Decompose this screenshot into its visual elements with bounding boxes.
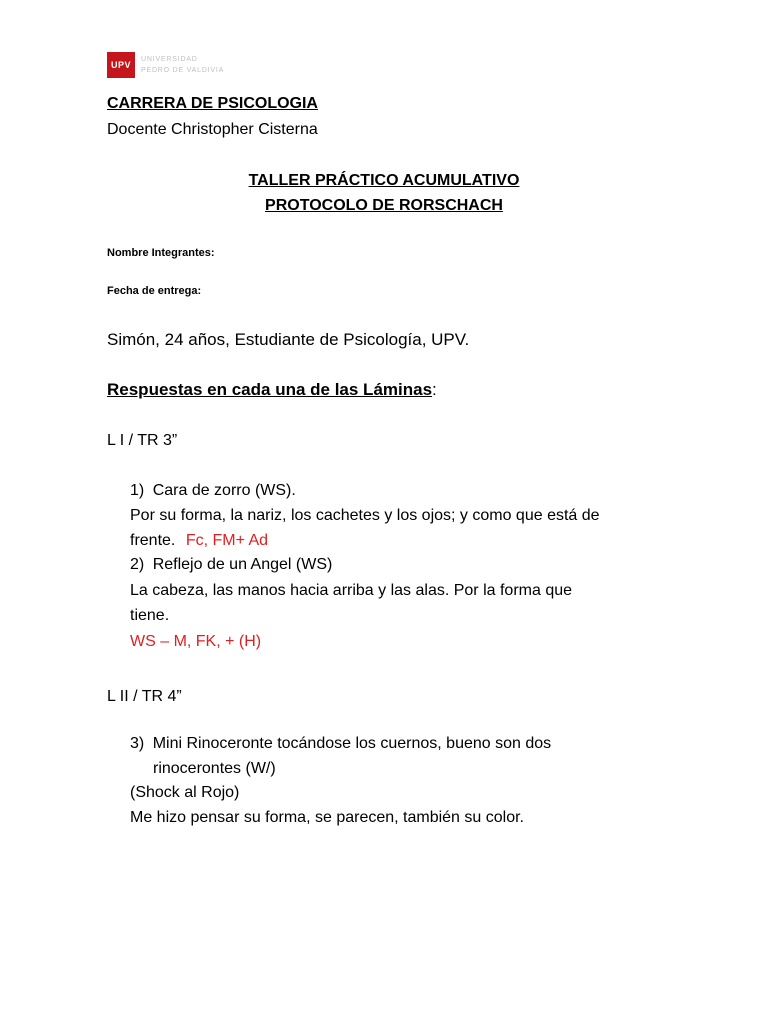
response-2-number: 2) <box>130 556 145 573</box>
response-3-text-2: rinocerontes (W/) <box>153 760 276 777</box>
response-2-text: Reflejo de un Angel (WS) <box>152 556 333 573</box>
response-3-desc: Me hizo pensar su forma, se parecen, también su color. <box>130 809 524 826</box>
response-1-desc-2-line <box>130 532 268 550</box>
career-heading: CARRERA DE PSICOLOGIA <box>107 95 318 112</box>
response-3-shock: (Shock al Rojo) <box>130 784 240 801</box>
responses-colon: : <box>432 380 437 399</box>
field-integrantes: Nombre Integrantes: <box>107 247 215 259</box>
response-3-text-1: Mini Rinoceronte tocándose los cuernos, bueno son dos <box>152 735 552 752</box>
response-3-number: 3) <box>130 735 145 752</box>
logo-line-1: UNIVERSIDAD <box>141 55 198 63</box>
response-1-code: Fc, FM+ Ad <box>185 532 269 549</box>
response-1-number: 1) <box>130 482 145 499</box>
response-2-desc-1: La cabeza, las manos hacia arriba y las alas. Por la forma que <box>130 582 573 599</box>
subject-info: Simón, 24 años, Estudiante de Psicología, UPV. <box>107 330 470 349</box>
response-1-text: Cara de zorro (WS). <box>152 482 296 499</box>
response-2 <box>130 556 332 574</box>
response-3 <box>130 735 551 753</box>
university-logo <box>107 52 224 78</box>
teacher-line: Docente Christopher Cisterna <box>107 121 318 138</box>
response-2-desc-2: tiene. <box>130 607 170 624</box>
field-fecha: Fecha de entrega: <box>107 285 202 297</box>
logo-line-2: PEDRO DE VALDIVIA <box>141 66 225 74</box>
logo-mark: UPV <box>107 52 135 78</box>
response-1-desc-2: frente. <box>130 532 176 549</box>
document-title-1: TALLER PRÁCTICO ACUMULATIVO <box>248 172 520 189</box>
responses-heading-line <box>107 380 437 400</box>
response-2-code: WS – M, FK, + (H) <box>130 633 262 650</box>
logo-wordmark <box>141 56 224 75</box>
responses-heading: Respuestas en cada una de las Láminas <box>107 380 433 399</box>
lamina-2-header: L II / TR 4” <box>107 688 182 705</box>
document-title-2: PROTOCOLO DE RORSCHACH <box>265 197 503 214</box>
response-1-desc-1: Por su forma, la nariz, los cachetes y los ojos; y como que está de <box>130 507 600 524</box>
lamina-1-header: L I / TR 3” <box>107 432 178 449</box>
response-1 <box>130 482 296 500</box>
